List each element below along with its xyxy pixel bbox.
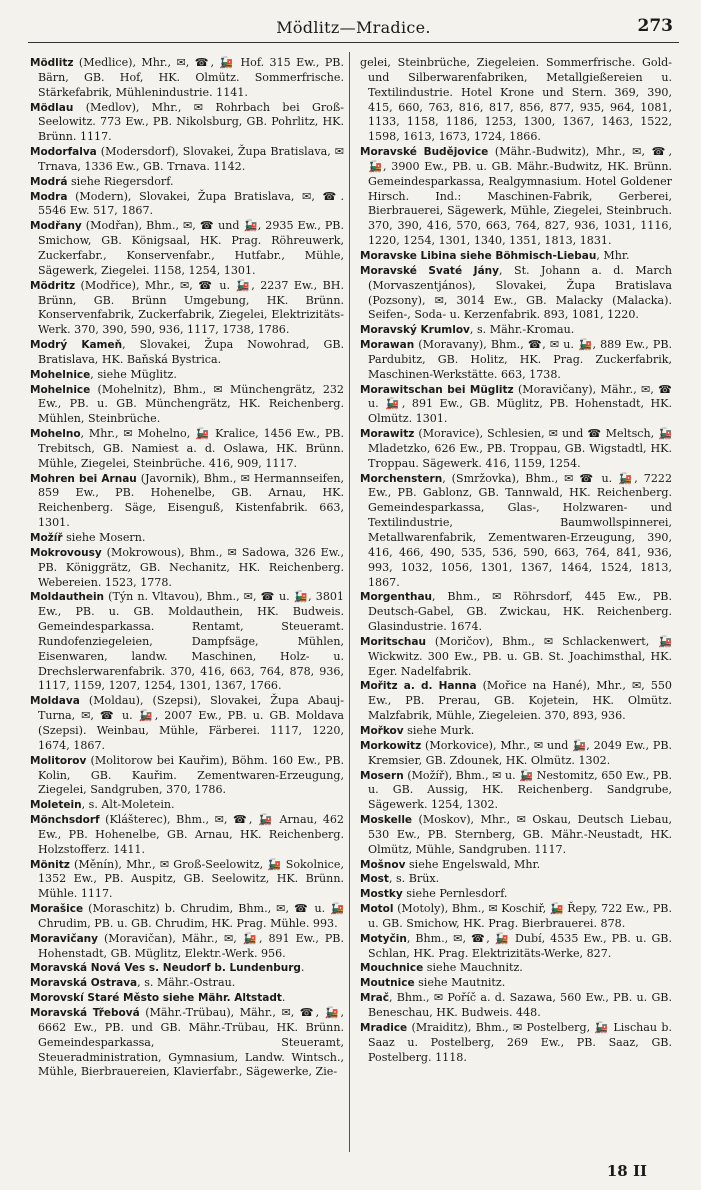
entry-headword: Morkowitz: [360, 739, 422, 752]
entry-headword: Modrý Kameň: [30, 339, 123, 352]
entry-text: (Možíř), Bhm., ✉ u. 🚂 Nestomitz, 650 Ew., PB. u. GB. Aussig, HK. Reichenberg. Sandgrube, Sägewerk. 1254, 1302.: [368, 768, 672, 812]
entry-headword: Moldauthein: [30, 591, 105, 604]
gazetteer-entry: [360, 635, 672, 680]
gazetteer-entry: [30, 754, 344, 799]
entry-text: siehe Mautnitz.: [414, 976, 506, 990]
entry-text: (Mähr.-Trübau), Mähr., ✉, ☎, 🚂, 6662 Ew., PB. und GB. Mähr.-Trübau, HK. Brünn. Gemeindesparkassa, Steueramt, Steueradministration, Gymnasium, Landw. Wintsch., Mühle, Bierbrauereien, Klavierfabr., Sägewerke, Zie-: [38, 1006, 344, 1079]
gazetteer-entry: [360, 264, 672, 323]
entry-headword: Mohelnice: [30, 368, 91, 381]
entry-text: gelei, Steinbrüche, Ziegeleien. Sommerfrische. Gold- und Silberwarenfabriken, Metallgießereien u. Textilindustrie. Hotel Krone und Stern. 369, 390, 415, 660, 763, 816, 817, 856, 877, 935, 964, 1081, 1133, 1158, 1186, 1253, 1300, 1367, 1463, 1522, 1598, 1613, 1673, 1724, 1866.: [360, 56, 672, 144]
entry-text: , (Smržovka), Bhm., ✉ ☎ u. 🚂, 7222 Ew., PB. Gablonz, GB. Tannwald, HK. Reichenberg. Gemeindesparkassa, Glas-, Holzwaren- und Textilindustrie, Baumwollspinnerei, Metallwarenfabrik, Zementwaren-Erzeugung, 390, 416, 466, 490, 535, 536, 590, 663, 764, 841, 936, 993, 1032, 1056, 1301, 1367, 1464, 1524, 1813, 1867.: [368, 471, 672, 589]
entry-headword: Mořkov: [360, 724, 404, 737]
gazetteer-entry: [360, 902, 672, 932]
gazetteer-entry: [30, 546, 344, 591]
gazetteer-entry: [30, 145, 344, 175]
entry-headword: Morawitz: [360, 428, 415, 441]
entry-text: (Moravice), Schlesien, ✉ und ☎ Meltsch, 🚂 Mladetzko, 626 Ew., PB. Troppau, GB. Wigstadtl, HK. Troppau. Sägewerk. 416, 1159, 1254.: [368, 427, 672, 470]
gazetteer-entry: [30, 1006, 344, 1080]
entry-headword: Modorfalva: [30, 146, 97, 159]
entry-text: (Molitorow bei Kauřim), Böhm. 160 Ew., PB. Kolin, GB. Kauřim. Zementwaren-Erzeugung, Ziegelei, Sandgruben, 370, 1786.: [38, 753, 344, 797]
entry-headword: Modřany: [30, 220, 82, 233]
entry-text: , Mhr., ✉ Mohelno, 🚂 Kralice, 1456 Ew., PB. Trebitsch, GB. Namiest a. d. Oslawa, HK. Brünn. Mühle, Ziegelei, Steinbrüche. 416, 909, 1117.: [38, 427, 344, 470]
gazetteer-entry: [30, 427, 344, 472]
gazetteer-entry: [360, 383, 672, 428]
entry-text: (Moldau), (Szepsi), Slovakei, Župa Abauj-Turna, ✉, ☎ u. 🚂, 2007 Ew., PB. u. GB. Moldava (Szepsi). Weinbau, Mühle, Färberei. 1117, 1220, 1674, 1867.: [38, 694, 344, 752]
left-column: [30, 56, 344, 1156]
entry-headword: Most: [360, 873, 389, 886]
entry-text: , s. Brüx.: [388, 872, 440, 886]
entry-headword: Mokrovousy: [30, 546, 102, 559]
entry-headword: Mostky: [360, 888, 403, 901]
gazetteer-entry: [30, 56, 344, 101]
gazetteer-entry: [360, 887, 672, 902]
entry-text: (Týn n. Vltavou), Bhm., ✉, ☎ u. 🚂, 3801 Ew., PB. u. GB. Moldauthein, HK. Budweis. Gemeindesparkassa. Rentamt, Steueramt. Rundofenziegeleien, Dampfsäge, Mühlen, Eisenwaren, landw. Maschinen, Holz- u. Drechslerwarenfabrik. 370, 416, 663, 764, 878, 936, 1117, 1159, 1207, 1254, 1301, 1367, 1766.: [38, 590, 344, 693]
entry-text: (Medlov), Mhr., ✉ Rohrbach bei Groß-Seelowitz. 773 Ew., PB. Nikolsburg, GB. Pohrlitz, HK. Brünn. 1117.: [38, 100, 344, 144]
entry-headword: Moravská Ostrava: [30, 977, 138, 990]
gazetteer-entry: [360, 56, 672, 145]
gazetteer-entry: [360, 961, 672, 976]
entry-text: , Bhm., ✉ Poříč a. d. Sazawa, 560 Ew., PB. u. GB. Beneschau, HK. Budweis. 448.: [368, 991, 672, 1019]
gazetteer-entry: [360, 724, 672, 739]
gazetteer-entry: [30, 590, 344, 694]
entry-text: , Mhr.: [596, 248, 630, 262]
entry-headword: Mohelnice: [30, 383, 91, 396]
gazetteer-entry: [30, 368, 344, 383]
gazetteer-entry: [30, 190, 344, 220]
entry-text: (Mraiditz), Bhm., ✉ Postelberg, 🚂 Lischau b. Saaz u. Postelberg, 269 Ew., PB. Saaz, GB. Postelberg. 1118.: [368, 1020, 672, 1064]
entry-headword: Morawan: [360, 339, 415, 352]
gazetteer-entry: [360, 323, 672, 338]
entry-text: , St. Johann a. d. March (Morvaszentjános), Slovakei, Župa Bratislava (Pozsony), ✉, 3014 Ew., GB. Malacky (Malacka). Seifen-, Soda- u. Kerzenfabrik. 893, 1081, 1220.: [368, 263, 672, 322]
entry-headword: Moravske Libina siehe Böhmisch-Liebau: [360, 249, 597, 262]
entry-headword: Moravské Budějovice: [360, 146, 489, 159]
gazetteer-entry: [360, 472, 672, 591]
entry-text: .: [300, 961, 305, 975]
entry-headword: Mönitz: [30, 858, 70, 871]
entry-text: (Mähr.-Budwitz), Mhr., ✉, ☎, 🚂, 3900 Ew., PB. u. GB. Mähr.-Budwitz, HK. Brünn. Gemeindesparkassa, Realgymnasium. Hotel Goldener Hirsch. Ind.: Maschinen-Fabrik, Gerberei, Bierbrauerei, Sägewerk, Mühle, Ziegelei, Steinbruch. 370, 390, 416, 570, 663, 764, 827, 936, 1031, 1116, 1220, 1254, 1301, 1340, 1351, 1813, 1831.: [368, 145, 672, 248]
page-title: Mödlitz—Mradice.: [276, 18, 431, 37]
entry-text: (Moravičan), Mähr., ✉, 🚂, 891 Ew., PB. Hohenstadt, GB. Müglitz, Elektr.-Werk. 956.: [38, 931, 344, 960]
entry-headword: Moletein: [30, 799, 82, 812]
entry-headword: Moldava: [30, 695, 80, 708]
gazetteer-entry: [360, 145, 672, 249]
entry-text: (Medlice), Mhr., ✉, ☎, 🚂 Hof. 315 Ew., PB. Bärn, GB. Hof, HK. Olmütz. Sommerfrische. Stärkefabrik, Mühlenindustrie. 1141.: [38, 56, 344, 99]
entry-headword: Morašice: [30, 903, 84, 916]
entry-headword: Možíř: [30, 532, 63, 544]
entry-headword: Mouchnice: [360, 962, 424, 975]
gazetteer-entry: [360, 590, 672, 635]
gazetteer-entry: [30, 383, 344, 428]
entry-text: (Modern), Slovakei, Župa Bratislava, ✉, ☎. 5546 Ew. 517, 1867.: [38, 189, 344, 218]
entry-headword: Motyčin: [360, 932, 407, 945]
entry-headword: Mödritz: [30, 279, 76, 292]
entry-headword: Mohren bei Arnau: [30, 472, 137, 485]
gazetteer-entry: [30, 813, 344, 858]
entry-text: siehe Engelswald, Mhr.: [405, 857, 541, 871]
gazetteer-entry: [360, 427, 672, 472]
gazetteer-entry: [360, 991, 672, 1021]
gazetteer-entry: [360, 932, 672, 962]
entry-text: (Moraschitz) b. Chrudim, Bhm., ✉, ☎ u. 🚂 Chrudim, PB. u. GB. Chrudim, HK. Prag. Mühle. 993.: [38, 902, 344, 930]
gazetteer-entry: [30, 858, 344, 903]
entry-text: siehe Mosern.: [62, 531, 146, 544]
entry-headword: Motol: [360, 903, 394, 916]
gazetteer-entry: [30, 338, 344, 368]
gazetteer-entry: [360, 338, 672, 383]
gazetteer-entry: [360, 1021, 672, 1066]
entry-text: (Mohelnitz), Bhm., ✉ Münchengrätz, 232 Ew., PB. u. GB. Münchengrätz, HK. Reichenberg. Mühlen, Steinbrüche.: [38, 382, 344, 426]
entry-headword: Mošnov: [360, 858, 406, 871]
entry-text: (Morkovice), Mhr., ✉ und 🚂, 2049 Ew., PB. Kremsier, GB. Zdounek, HK. Olmütz. 1302.: [368, 738, 672, 767]
gazetteer-entry: [360, 249, 672, 264]
entry-text: (Moskov), Mhr., ✉ Oskau, Deutsch Liebau, 530 Ew., PB. Sternberg, GB. Mähr.-Neustadt, HK. Olmütz, Mühle, Sandgruben. 1117.: [368, 813, 672, 856]
entry-text: (Modřice), Mhr., ✉, ☎ u. 🚂, 2237 Ew., BH. Brünn, GB. Brünn Umgebung, HK. Brünn. Konservenfabrik, Zuckerfabrik, Ziegelei, Elektrizitäts-Werk. 370, 390, 590, 936, 1117, 1738, 1786.: [38, 278, 344, 337]
entry-headword: Moutnice: [360, 977, 415, 990]
entry-text: (Mokrowous), Bhm., ✉ Sadowa, 326 Ew., PB. Königgrätz, GB. Nechanitz, HK. Reichenberg. Webereien. 1523, 1778.: [38, 545, 344, 589]
gazetteer-entry: [360, 679, 672, 724]
entry-text: (Motoly), Bhm., ✉ Koschiř, 🚂 Řepy, 722 Ew., PB. u. GB. Smichow, HK. Prag. Bierbrauerei. 878.: [368, 902, 672, 930]
entry-headword: Mödlitz: [30, 57, 74, 69]
entry-text: , Bhm., ✉, ☎, 🚂 Dubí, 4535 Ew., PB. u. GB. Schlan, HK. Prag. Elektrizitäts-Werke, 827.: [368, 931, 672, 960]
entry-text: (Klášterec), Bhm., ✉, ☎, 🚂 Arnau, 462 Ew., PB. Hohenelbe, GB. Arnau, HK. Reichenberg. Holzstofferz. 1411.: [38, 813, 344, 856]
entry-text: siehe Murk.: [403, 723, 475, 737]
entry-text: , Slovakei, Župa Nowohrad, GB. Bratislava, HK. Baňská Bystrica.: [38, 338, 344, 366]
entry-headword: Mönchsdorf: [30, 814, 100, 827]
gazetteer-entry: [30, 976, 344, 991]
gazetteer-entry: [30, 902, 344, 932]
gazetteer-entry: [30, 932, 344, 962]
entry-headword: Molitorov: [30, 754, 87, 767]
gazetteer-entry: [360, 858, 672, 873]
entry-headword: Mohelno: [30, 428, 81, 441]
entry-text: siehe Riegersdorf.: [67, 174, 174, 188]
page-number: 273: [637, 16, 673, 36]
entry-headword: Modra: [30, 190, 68, 203]
gazetteer-entry: [30, 472, 344, 531]
entry-headword: Moravičany: [30, 932, 98, 945]
entry-headword: Moravská Třebová: [30, 1007, 140, 1019]
gazetteer-entry: [30, 279, 344, 338]
entry-headword: Mödlau: [30, 101, 74, 114]
gazetteer-entry: [30, 219, 344, 278]
entry-text: , Bhm., ✉ Röhrsdorf, 445 Ew., PB. Deutsch-Gabel, GB. Zwickau, HK. Reichenberg. Glasindustrie. 1674.: [368, 590, 672, 634]
entry-text: , s. Mähr.-Kromau.: [469, 323, 575, 337]
entry-text: (Moravany), Bhm., ☎, ✉ u. 🚂, 889 Ew., PB. Pardubitz, GB. Holitz, HK. Prag. Zuckerfabrik, Maschinen-Werkstätte. 663, 1738.: [368, 338, 672, 381]
gazetteer-entry: [30, 798, 344, 813]
gazetteer-entry: [30, 961, 344, 976]
entry-headword: Mradice: [360, 1021, 408, 1034]
entry-text: siehe Pernlesdorf.: [402, 887, 508, 901]
right-column: [360, 56, 672, 1156]
entry-text: (Mořice na Hané), Mhr., ✉, 550 Ew., PB. Prerau, GB. Kojetein, HK. Olmütz. Malzfabrik, Mühle, Ziegeleien. 370, 893, 936.: [368, 679, 672, 723]
entry-text: , siehe Müglitz.: [90, 367, 177, 381]
gazetteer-entry: [360, 872, 672, 887]
entry-text: , s. Alt-Moletein.: [81, 798, 175, 812]
entry-text: (Měnín), Mhr., ✉ Groß-Seelowitz, 🚂 Sokolnice, 1352 Ew., PB. Auspitz, GB. Seelowitz, HK. Brünn. Mühle. 1117.: [38, 857, 344, 901]
entry-headword: Moritschau: [360, 635, 426, 648]
entry-text: (Moravičany), Mähr., ✉, ☎ u. 🚂, 891 Ew., GB. Müglitz, PB. Hohenstadt, HK. Olmütz. 1301.: [368, 382, 672, 426]
printer-signature: 18 II: [606, 1162, 647, 1180]
entry-headword: Morchenstern: [360, 472, 443, 485]
entry-headword: Mrač: [360, 992, 389, 1005]
entry-text: .: [281, 991, 286, 1005]
gazetteer-entry: [30, 991, 344, 1006]
entry-text: siehe Mauchnitz.: [423, 961, 523, 975]
entry-headword: Morgenthau: [360, 591, 433, 604]
entry-headword: Morawitschan bei Müglitz: [360, 383, 514, 396]
gazetteer-entry: [30, 175, 344, 190]
entry-headword: Moskelle: [360, 814, 413, 827]
entry-text: (Modřan), Bhm., ✉, ☎ und 🚂, 2935 Ew., PB. Smichow, GB. Königsaal, HK. Prag. Röhreuwerk, Zuckerfabr., Konservenfabr., Hutfabr., Mühle, Sägewerk, Ziegelei. 1158, 1254, 1301.: [38, 219, 344, 277]
gazetteer-entry: [30, 101, 344, 146]
entry-headword: Moravské Svaté Jány: [360, 264, 499, 277]
page-header: [28, 12, 679, 43]
entry-headword: Moravská Nová Ves s. Neudorf b. Lundenburg: [30, 962, 301, 975]
entry-text: (Moričov), Bhm., ✉ Schlackenwert, 🚂 Wickwitz. 300 Ew., PB. u. GB. St. Joachimsthal, HK. Eger. Nadelfabrik.: [368, 634, 672, 678]
entry-headword: Modrá: [30, 175, 68, 188]
entry-text: , s. Mähr.-Ostrau.: [137, 976, 236, 990]
gazetteer-entry: [360, 739, 672, 769]
gazetteer-entry: [30, 531, 344, 546]
entry-headword: Mořitz a. d. Hanna: [360, 680, 477, 693]
entry-headword: Moravský Krumlov: [360, 324, 470, 337]
entry-text: (Javornik), Bhm., ✉ Hermannseifen, 859 Ew., PB. Hohenelbe, GB. Arnau, HK. Reichenberg. Säge, Eisenguß, Kistenfabrik. 663, 1301.: [38, 471, 344, 530]
entry-headword: Mosern: [360, 769, 404, 782]
column-divider: [349, 52, 350, 1152]
entry-headword: Morovskí Staré Město siehe Mähr. Altstadt: [30, 992, 282, 1005]
gazetteer-entry: [360, 976, 672, 991]
gazetteer-entry: [30, 694, 344, 753]
entry-text: (Modersdorf), Slovakei, Župa Bratislava, ✉ Trnava, 1336 Ew., GB. Trnava. 1142.: [38, 145, 344, 173]
gazetteer-entry: [360, 813, 672, 858]
gazetteer-entry: [360, 769, 672, 814]
